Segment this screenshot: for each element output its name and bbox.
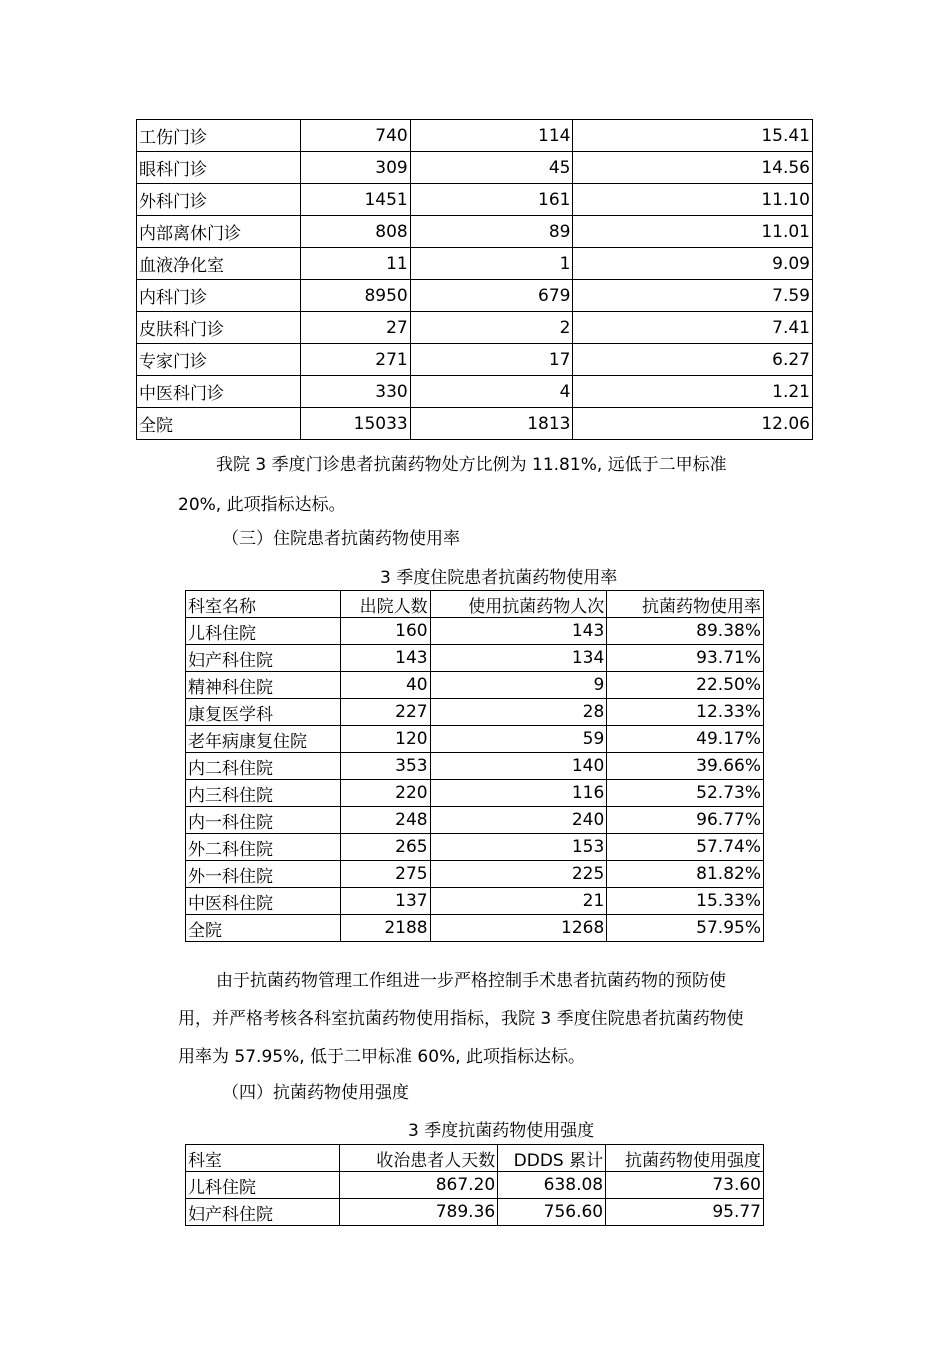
value-cell: 161: [410, 184, 573, 216]
intensity-table-caption: 3 季度抗菌药物使用强度: [408, 1121, 595, 1141]
header-row: [186, 1145, 764, 1172]
table-row: [186, 645, 764, 672]
value-cell: 39.66%: [607, 753, 764, 780]
value-cell: 6.27: [573, 344, 813, 376]
value-cell: 756.60: [498, 1199, 606, 1226]
table-row: [137, 248, 813, 280]
row-label-cell: 内一科住院: [186, 807, 341, 834]
column-header: 收治患者人天数: [340, 1145, 498, 1172]
table-row: [186, 834, 764, 861]
value-cell: 140: [430, 753, 607, 780]
table-row: [186, 780, 764, 807]
value-cell: 143: [340, 645, 430, 672]
value-cell: 15033: [300, 408, 410, 440]
table-row: [137, 376, 813, 408]
inpatient-usage-table-body: [186, 618, 764, 942]
table-row: [137, 152, 813, 184]
table-row: [137, 216, 813, 248]
value-cell: 789.36: [340, 1199, 498, 1226]
value-cell: 59: [430, 726, 607, 753]
outpatient-prescription-table: [136, 119, 813, 440]
row-label-cell: 工伤门诊: [137, 120, 301, 152]
value-cell: 808: [300, 216, 410, 248]
value-cell: 240: [430, 807, 607, 834]
usage-intensity-table-header: [186, 1145, 764, 1172]
row-label-cell: 全院: [137, 408, 301, 440]
value-cell: 40: [340, 672, 430, 699]
table-row: [137, 280, 813, 312]
value-cell: 49.17%: [607, 726, 764, 753]
value-cell: 143: [430, 618, 607, 645]
row-label-cell: 内二科住院: [186, 753, 341, 780]
inpatient-usage-table: [185, 590, 764, 942]
inpatient-usage-table-caption: 3 季度住院患者抗菌药物使用率: [380, 568, 618, 588]
table-row: [186, 807, 764, 834]
row-label-cell: 内三科住院: [186, 780, 341, 807]
value-cell: 22.50%: [607, 672, 764, 699]
value-cell: 27: [300, 312, 410, 344]
table-row: [186, 861, 764, 888]
row-label-cell: 老年病康复住院: [186, 726, 341, 753]
value-cell: 11: [300, 248, 410, 280]
inpatient-summary-line2: 用，并严格考核各科室抗菌药物使用指标，我院 3 季度住院患者抗菌药物使: [178, 1009, 744, 1029]
value-cell: 14.56: [573, 152, 813, 184]
value-cell: 225: [430, 861, 607, 888]
column-header: DDDS 累计: [498, 1145, 606, 1172]
usage-intensity-table-body: [186, 1172, 764, 1226]
row-label-cell: 眼科门诊: [137, 152, 301, 184]
value-cell: 265: [340, 834, 430, 861]
table-row: [186, 699, 764, 726]
value-cell: 9: [430, 672, 607, 699]
table-row: [186, 888, 764, 915]
value-cell: 638.08: [498, 1172, 606, 1199]
table-row: [186, 726, 764, 753]
value-cell: 1451: [300, 184, 410, 216]
value-cell: 81.82%: [607, 861, 764, 888]
value-cell: 1813: [410, 408, 573, 440]
value-cell: 12.33%: [607, 699, 764, 726]
section-4-heading: （四）抗菌药物使用强度: [222, 1083, 409, 1103]
value-cell: 57.74%: [607, 834, 764, 861]
row-label-cell: 妇产科住院: [186, 1199, 340, 1226]
value-cell: 114: [410, 120, 573, 152]
value-cell: 740: [300, 120, 410, 152]
column-header: 使用抗菌药物人次: [430, 591, 607, 618]
inpatient-summary-line1: 由于抗菌药物管理工作组进一步严格控制手术患者抗菌药物的预防使: [216, 971, 726, 991]
table-row: [186, 1199, 764, 1226]
value-cell: 45: [410, 152, 573, 184]
value-cell: 9.09: [573, 248, 813, 280]
row-label-cell: 儿科住院: [186, 1172, 340, 1199]
value-cell: 160: [340, 618, 430, 645]
row-label-cell: 外二科住院: [186, 834, 341, 861]
row-label-cell: 康复医学科: [186, 699, 341, 726]
row-label-cell: 妇产科住院: [186, 645, 341, 672]
value-cell: 275: [340, 861, 430, 888]
inpatient-summary-line3: 用率为 57.95%, 低于二甲标准 60%, 此项指标达标。: [178, 1047, 586, 1067]
value-cell: 134: [430, 645, 607, 672]
value-cell: 2188: [340, 915, 430, 942]
usage-intensity-table: [185, 1144, 764, 1226]
row-label-cell: 内科门诊: [137, 280, 301, 312]
header-row: [186, 591, 764, 618]
table-row: [137, 120, 813, 152]
value-cell: 4: [410, 376, 573, 408]
value-cell: 89.38%: [607, 618, 764, 645]
value-cell: 248: [340, 807, 430, 834]
value-cell: 21: [430, 888, 607, 915]
value-cell: 120: [340, 726, 430, 753]
value-cell: 153: [430, 834, 607, 861]
value-cell: 73.60: [606, 1172, 764, 1199]
value-cell: 52.73%: [607, 780, 764, 807]
value-cell: 309: [300, 152, 410, 184]
table-row: [137, 184, 813, 216]
table-row: [186, 1172, 764, 1199]
row-label-cell: 中医科门诊: [137, 376, 301, 408]
value-cell: 1268: [430, 915, 607, 942]
value-cell: 28: [430, 699, 607, 726]
value-cell: 15.33%: [607, 888, 764, 915]
value-cell: 220: [340, 780, 430, 807]
value-cell: 96.77%: [607, 807, 764, 834]
row-label-cell: 外科门诊: [137, 184, 301, 216]
value-cell: 137: [340, 888, 430, 915]
row-label-cell: 中医科住院: [186, 888, 341, 915]
value-cell: 57.95%: [607, 915, 764, 942]
row-label-cell: 内部离休门诊: [137, 216, 301, 248]
table-row: [186, 753, 764, 780]
row-label-cell: 儿科住院: [186, 618, 341, 645]
outpatient-summary-line2: 20%, 此项指标达标。: [178, 495, 346, 515]
value-cell: 7.59: [573, 280, 813, 312]
table-row: [186, 618, 764, 645]
column-header: 出院人数: [340, 591, 430, 618]
value-cell: 8950: [300, 280, 410, 312]
row-label-cell: 皮肤科门诊: [137, 312, 301, 344]
outpatient-summary-line1: 我院 3 季度门诊患者抗菌药物处方比例为 11.81%, 远低于二甲标准: [216, 455, 727, 475]
outpatient-table-body: [137, 120, 813, 440]
table-row: [186, 915, 764, 942]
value-cell: 89: [410, 216, 573, 248]
value-cell: 679: [410, 280, 573, 312]
value-cell: 116: [430, 780, 607, 807]
value-cell: 1: [410, 248, 573, 280]
value-cell: 271: [300, 344, 410, 376]
row-label-cell: 全院: [186, 915, 341, 942]
table-row: [137, 344, 813, 376]
value-cell: 17: [410, 344, 573, 376]
table-row: [137, 312, 813, 344]
value-cell: 2: [410, 312, 573, 344]
value-cell: 1.21: [573, 376, 813, 408]
table-row: [186, 672, 764, 699]
value-cell: 330: [300, 376, 410, 408]
column-header: 抗菌药物使用强度: [606, 1145, 764, 1172]
value-cell: 95.77: [606, 1199, 764, 1226]
inpatient-usage-table-header: [186, 591, 764, 618]
column-header: 抗菌药物使用率: [607, 591, 764, 618]
value-cell: 15.41: [573, 120, 813, 152]
section-3-heading: （三）住院患者抗菌药物使用率: [222, 529, 460, 549]
value-cell: 11.10: [573, 184, 813, 216]
row-label-cell: 外一科住院: [186, 861, 341, 888]
table-row: [137, 408, 813, 440]
value-cell: 867.20: [340, 1172, 498, 1199]
value-cell: 11.01: [573, 216, 813, 248]
column-header: 科室: [186, 1145, 340, 1172]
value-cell: 353: [340, 753, 430, 780]
value-cell: 93.71%: [607, 645, 764, 672]
row-label-cell: 精神科住院: [186, 672, 341, 699]
value-cell: 12.06: [573, 408, 813, 440]
value-cell: 227: [340, 699, 430, 726]
row-label-cell: 血液净化室: [137, 248, 301, 280]
column-header: 科室名称: [186, 591, 341, 618]
row-label-cell: 专家门诊: [137, 344, 301, 376]
value-cell: 7.41: [573, 312, 813, 344]
